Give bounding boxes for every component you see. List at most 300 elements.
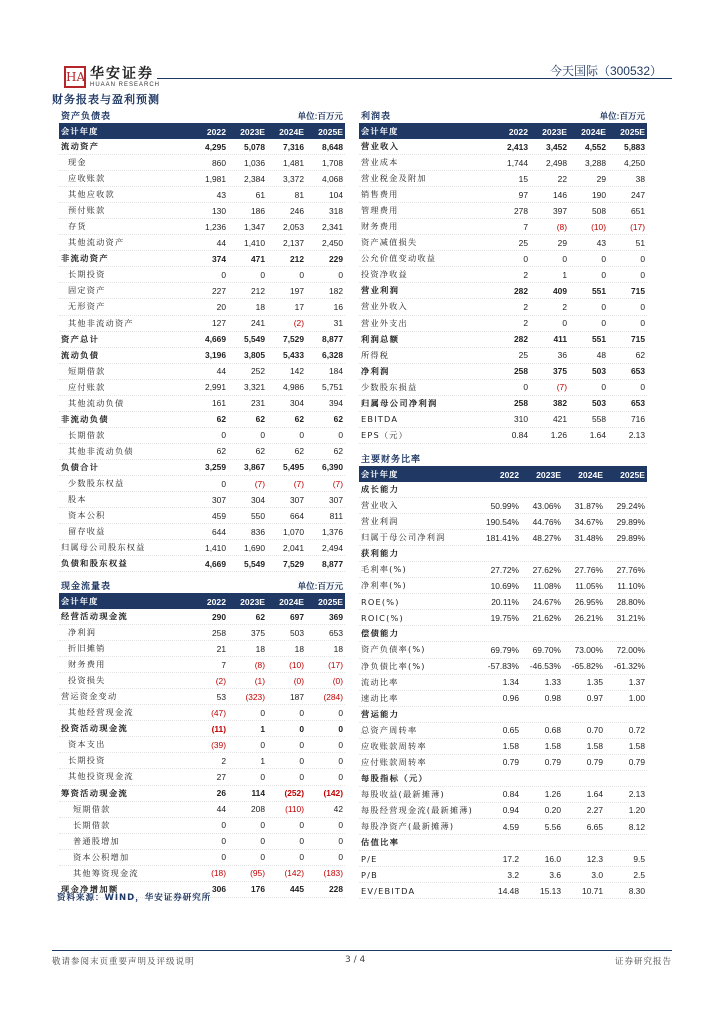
row-label: 毛利率(%) — [361, 564, 407, 575]
row-value: 0.79 — [628, 757, 645, 768]
header-year: 2025E — [620, 126, 645, 137]
table-row — [59, 219, 345, 235]
row-value: 208 — [251, 804, 265, 815]
row-label: 固定资产 — [68, 285, 106, 296]
row-value: 241 — [251, 318, 265, 329]
row-value: 21 — [216, 643, 226, 654]
row-value: 307 — [329, 494, 343, 505]
row-value: 421 — [553, 414, 567, 425]
row-value: 17.2 — [502, 853, 519, 864]
table-row — [359, 819, 647, 835]
row-value: 715 — [631, 334, 645, 345]
row-value: 651 — [631, 205, 645, 216]
table-row — [59, 769, 345, 785]
row-value: 0 — [338, 771, 343, 782]
row-label: 公允价值变动收益 — [361, 253, 437, 264]
header-year: 2022 — [508, 126, 528, 137]
row-value: 2.27 — [586, 805, 603, 816]
row-value: 0 — [640, 269, 645, 280]
row-value: (2) — [293, 318, 304, 329]
table-row — [359, 883, 647, 899]
row-value: 1,347 — [244, 221, 265, 232]
row-value: 43 — [216, 189, 226, 200]
row-value: 228 — [329, 884, 343, 895]
row-value: 3,805 — [244, 350, 265, 361]
row-value: 44.76% — [532, 516, 561, 527]
row-value: 51 — [635, 237, 645, 248]
row-value: 0 — [299, 723, 304, 734]
row-value: 0 — [221, 269, 226, 280]
row-value: (110) — [285, 804, 304, 815]
row-value: 6.65 — [586, 821, 603, 832]
row-value: 8.12 — [628, 821, 645, 832]
row-value: (8) — [254, 659, 265, 670]
row-value: 43 — [596, 237, 606, 248]
table-row — [59, 348, 345, 364]
row-label: EPS（元） — [361, 429, 409, 440]
table-title-bar — [359, 451, 647, 467]
financial-ratios-table — [359, 451, 647, 899]
row-value: 29.89% — [616, 516, 645, 527]
row-value: -61.32% — [613, 661, 645, 672]
row-value: 4,669 — [205, 558, 226, 569]
table-row — [359, 691, 647, 707]
table-row — [359, 219, 647, 235]
table-row — [59, 155, 345, 171]
row-value: 31 — [333, 318, 343, 329]
row-value: 27 — [216, 771, 226, 782]
row-value: 4,295 — [205, 141, 226, 152]
row-label: 投资活动现金流 — [61, 723, 129, 734]
row-value: 20 — [216, 301, 226, 312]
row-value: 0 — [260, 430, 265, 441]
row-value: 38 — [635, 173, 645, 184]
table-row — [59, 412, 345, 428]
row-value: 0.94 — [502, 805, 519, 816]
row-value: 503 — [592, 398, 606, 409]
row-value: 1 — [260, 755, 265, 766]
row-label: 股本 — [68, 494, 87, 505]
row-label: 其他应收款 — [68, 189, 115, 200]
row-value: 62 — [255, 611, 265, 622]
table-row — [59, 524, 345, 540]
row-value: 4,068 — [322, 173, 343, 184]
row-label: 普通股增加 — [73, 835, 120, 846]
row-label: ROIC(%) — [361, 612, 404, 623]
row-value: 246 — [290, 205, 304, 216]
table-row — [59, 657, 345, 673]
row-label: 现金净增加额 — [61, 883, 119, 894]
row-value: (17) — [630, 221, 645, 232]
row-value: 445 — [290, 884, 304, 895]
row-value: 8,648 — [322, 141, 343, 152]
row-value: 0 — [601, 269, 606, 280]
row-value: 0 — [523, 253, 528, 264]
row-value: 258 — [514, 398, 528, 409]
row-value: 62 — [216, 414, 226, 425]
table-row — [359, 364, 647, 380]
table-header-row — [59, 594, 345, 609]
row-value: (183) — [323, 868, 343, 879]
row-value: 18 — [294, 643, 304, 654]
row-label: 所得税 — [361, 349, 390, 360]
row-value: -65.82% — [571, 661, 603, 672]
row-value: 1.35 — [586, 677, 603, 688]
row-value: 2 — [523, 318, 528, 329]
logo-icon: HA — [64, 66, 86, 88]
table-row — [59, 299, 345, 315]
row-label: 资本支出 — [68, 739, 106, 750]
row-value: 0.79 — [544, 757, 561, 768]
row-value: (252) — [284, 788, 304, 799]
table-row — [59, 476, 345, 492]
row-value: 307 — [212, 494, 226, 505]
table-row — [59, 444, 345, 460]
row-value: 4,250 — [624, 157, 645, 168]
row-label: 其他经营现金流 — [68, 707, 134, 718]
row-value: 0 — [601, 301, 606, 312]
row-value: 0.70 — [586, 725, 603, 736]
row-value: 48 — [596, 350, 606, 361]
row-value: 12.3 — [586, 853, 603, 864]
table-row — [359, 380, 647, 396]
row-label: 营业利润 — [361, 516, 399, 527]
row-value: 653 — [631, 398, 645, 409]
row-value: 0 — [221, 430, 226, 441]
row-value: 1.64 — [589, 430, 606, 441]
row-label: 其他筹资现金流 — [73, 867, 139, 878]
row-value: 0.72 — [628, 725, 645, 736]
row-label: 资产总计 — [61, 333, 100, 344]
row-value: 836 — [251, 526, 265, 537]
row-value: 5,433 — [283, 350, 304, 361]
row-value: 2,450 — [322, 237, 343, 248]
row-value: 0 — [601, 318, 606, 329]
row-value: 2,413 — [507, 141, 528, 152]
table-row — [359, 594, 647, 610]
row-label: 资本公积 — [68, 510, 106, 521]
row-value: 1.58 — [586, 741, 603, 752]
row-value: 0 — [640, 301, 645, 312]
table-row — [59, 721, 345, 737]
row-value: (7) — [293, 478, 304, 489]
row-value: 0 — [601, 382, 606, 393]
row-label: 其他投资现金流 — [68, 771, 134, 782]
row-value: 397 — [553, 205, 567, 216]
row-value: 0 — [299, 430, 304, 441]
row-label: 现金 — [68, 157, 87, 168]
row-value: 2,041 — [283, 542, 304, 553]
row-value: 0 — [562, 253, 567, 264]
row-value: 2.13 — [628, 430, 645, 441]
row-value: 62 — [294, 446, 304, 457]
row-value: 551 — [592, 334, 606, 345]
row-value: 26.95% — [574, 596, 603, 607]
row-value: 3,321 — [244, 382, 265, 393]
row-value: 104 — [329, 189, 343, 200]
row-label: 净利润 — [68, 627, 97, 638]
row-value: 5.56 — [544, 821, 561, 832]
row-label: 净负债比率(%) — [361, 660, 426, 671]
row-value: 10.69% — [490, 580, 519, 591]
row-value: 3,196 — [205, 350, 226, 361]
row-label: 销售费用 — [361, 189, 399, 200]
table-row — [59, 316, 345, 332]
row-value: 69.79% — [490, 644, 519, 655]
row-label: EV/EBITDA — [361, 885, 416, 896]
row-value: (47) — [211, 707, 226, 718]
footer-disclaimer: 敬请参阅末页重要声明及评级说明 — [52, 957, 195, 967]
row-label: 预付账款 — [68, 205, 106, 216]
row-value: 306 — [212, 884, 226, 895]
row-label: 无形资产 — [68, 301, 106, 312]
header-year: 2023E — [240, 126, 265, 137]
row-value: 1.26 — [544, 789, 561, 800]
table-row — [59, 267, 345, 283]
table-row — [359, 187, 647, 203]
row-value: 860 — [212, 157, 226, 168]
table-row — [59, 332, 345, 348]
row-value: 29 — [596, 173, 606, 184]
row-value: 0 — [299, 739, 304, 750]
row-value: (7) — [332, 478, 343, 489]
row-value: 0 — [221, 478, 226, 489]
row-value: 0.79 — [502, 757, 519, 768]
table-row — [59, 283, 345, 299]
row-value: (18) — [211, 868, 226, 879]
row-label: 利润总额 — [361, 333, 400, 344]
row-value: 31.48% — [574, 532, 603, 543]
row-value: 44 — [216, 366, 226, 377]
row-value: 97 — [518, 189, 528, 200]
row-label: 短期借款 — [73, 803, 111, 814]
row-value: 0 — [299, 771, 304, 782]
row-value: 24.67% — [532, 596, 561, 607]
row-label: 应付账款 — [68, 381, 106, 392]
row-value: 5,495 — [283, 462, 304, 473]
table-row — [359, 787, 647, 803]
row-value: 2 — [562, 301, 567, 312]
row-label: 偿债能力 — [361, 628, 400, 639]
row-value: 127 — [212, 318, 226, 329]
table-row — [359, 530, 647, 546]
row-value: 2,494 — [322, 542, 343, 553]
row-value: 282 — [514, 285, 528, 296]
row-value: 4,669 — [205, 334, 226, 345]
row-label: 速动比率 — [361, 692, 399, 703]
row-value: 3,452 — [546, 141, 567, 152]
row-value: 2,341 — [322, 221, 343, 232]
row-value: 1,070 — [283, 526, 304, 537]
row-value: 31.21% — [616, 612, 645, 623]
row-label: P/B — [361, 869, 378, 880]
row-label: 每股净资产(最新摊薄) — [361, 821, 455, 831]
row-value: 0 — [640, 382, 645, 393]
row-value: 503 — [592, 366, 606, 377]
row-value: (2) — [215, 675, 226, 686]
logo-subtext: HUAAN RESEARCH — [90, 82, 161, 88]
table-row — [359, 835, 647, 851]
row-label: 留存收益 — [68, 526, 106, 537]
table-header-row — [359, 124, 647, 139]
row-value: 212 — [290, 253, 304, 264]
row-value: 4.59 — [502, 821, 519, 832]
row-value: 715 — [631, 285, 645, 296]
row-label: 归属于母公司净利润 — [361, 532, 446, 543]
row-value: (39) — [211, 739, 226, 750]
table-row — [59, 866, 345, 882]
table-row — [59, 396, 345, 412]
row-value: 1 — [260, 723, 265, 734]
row-label: 长期投资 — [68, 269, 106, 280]
row-label: 归属母公司净利润 — [361, 397, 438, 408]
row-value: 15.13 — [540, 885, 561, 896]
row-label: 应收账款 — [68, 173, 106, 184]
row-value: 4,986 — [283, 382, 304, 393]
row-value: 1,036 — [244, 157, 265, 168]
table-row — [59, 641, 345, 657]
row-value: 146 — [553, 189, 567, 200]
table-row — [359, 739, 647, 755]
row-value: 73.00% — [574, 644, 603, 655]
row-value: 0 — [299, 269, 304, 280]
header-year: 2024E — [279, 126, 304, 137]
table-row — [59, 850, 345, 866]
row-value: 9.5 — [633, 853, 645, 864]
row-value: 7 — [221, 659, 226, 670]
row-value: 459 — [212, 510, 226, 521]
row-value: 114 — [251, 788, 265, 799]
row-value: 0.20 — [544, 805, 561, 816]
table-row — [359, 251, 647, 267]
row-label: 其他非流动负债 — [68, 445, 134, 456]
row-value: 0 — [299, 820, 304, 831]
header-label: 会计年度 — [361, 469, 399, 479]
header-year: 2022 — [206, 126, 226, 137]
table-row — [359, 412, 647, 428]
row-label: 营业收入 — [361, 500, 399, 511]
row-value: 551 — [592, 285, 606, 296]
table-row — [359, 642, 647, 658]
row-value: 22 — [557, 173, 567, 184]
row-value: 229 — [329, 253, 343, 264]
row-value: 19.75% — [490, 612, 519, 623]
row-value: 231 — [251, 398, 265, 409]
row-value: 2.13 — [628, 789, 645, 800]
table-row — [359, 755, 647, 771]
row-label: 营业外收入 — [361, 301, 408, 312]
row-label: 营运资金变动 — [61, 691, 118, 702]
row-value: 190.54% — [485, 516, 519, 527]
row-value: 304 — [251, 494, 265, 505]
row-value: 182 — [329, 285, 343, 296]
row-value: 17 — [294, 301, 304, 312]
row-value: 1 — [562, 269, 567, 280]
row-value: 27.62% — [532, 564, 561, 575]
row-value: 716 — [631, 414, 645, 425]
row-value: 43.06% — [532, 500, 561, 511]
row-value: 6,390 — [322, 462, 343, 473]
row-value: 1,410 — [205, 542, 226, 553]
row-value: 282 — [514, 334, 528, 345]
table-title: 利润表 — [361, 112, 392, 122]
row-value: 1.00 — [628, 693, 645, 704]
row-value: 2,384 — [244, 173, 265, 184]
source-note: 资料来源：WIND，华安证券研究所 — [57, 893, 212, 903]
row-label: 营业收入 — [361, 141, 400, 152]
row-label: 流动比率 — [361, 676, 399, 687]
row-value: 0.84 — [502, 789, 519, 800]
row-value: 26 — [216, 788, 226, 799]
row-value: 0 — [260, 707, 265, 718]
row-value: 290 — [212, 611, 226, 622]
row-value: 1.20 — [628, 805, 645, 816]
row-value: 29 — [557, 237, 567, 248]
row-value: 0 — [562, 318, 567, 329]
table-row — [359, 707, 647, 723]
row-value: 0.65 — [502, 725, 519, 736]
row-value: 36 — [557, 350, 567, 361]
row-value: 0 — [260, 820, 265, 831]
row-value: (10) — [289, 659, 304, 670]
row-value: 27.76% — [616, 564, 645, 575]
row-value: 62 — [635, 350, 645, 361]
row-value: 2,991 — [205, 382, 226, 393]
row-value: 11.08% — [533, 580, 561, 591]
row-value: 8,877 — [322, 334, 343, 345]
row-value: 1.34 — [502, 677, 519, 688]
row-value: 16 — [333, 301, 343, 312]
row-value: 5,078 — [244, 141, 265, 152]
row-value: 5,549 — [244, 558, 265, 569]
row-value: 318 — [329, 205, 343, 216]
row-value: 653 — [329, 627, 343, 638]
row-value: 0 — [338, 707, 343, 718]
row-value: (323) — [245, 691, 265, 702]
row-label: 净利率(%) — [361, 580, 407, 591]
row-value: 394 — [329, 398, 343, 409]
row-value: (95) — [250, 868, 265, 879]
header-year: 2022 — [206, 596, 226, 607]
row-value: 2,053 — [283, 221, 304, 232]
row-label: 每股经营现金流(最新摊薄) — [361, 804, 474, 815]
row-value: 31.87% — [574, 500, 603, 511]
row-value: 664 — [290, 510, 304, 521]
row-label: 少数股东权益 — [68, 478, 125, 488]
row-value: 2 — [221, 755, 226, 766]
header-year: 2024E — [578, 469, 603, 480]
row-value: 11.05% — [575, 580, 603, 591]
row-value: 0 — [299, 836, 304, 847]
row-value: 471 — [251, 253, 265, 264]
row-label: 每股收益(最新摊薄) — [361, 788, 445, 799]
row-label: 成长能力 — [361, 484, 400, 495]
row-value: 0.98 — [544, 693, 561, 704]
row-label: 营运能力 — [361, 708, 400, 719]
table-row — [59, 689, 345, 705]
row-label: 长期借款 — [68, 429, 106, 440]
row-value: (142) — [323, 788, 343, 799]
table-row — [359, 267, 647, 283]
table-row — [59, 508, 345, 524]
row-label: 资本公积增加 — [73, 851, 130, 862]
table-row — [359, 348, 647, 364]
row-value: 0 — [338, 269, 343, 280]
row-value: 50.99% — [490, 500, 519, 511]
row-value: 409 — [553, 285, 567, 296]
row-label: 估值比率 — [361, 837, 400, 848]
row-value: 0 — [221, 852, 226, 863]
